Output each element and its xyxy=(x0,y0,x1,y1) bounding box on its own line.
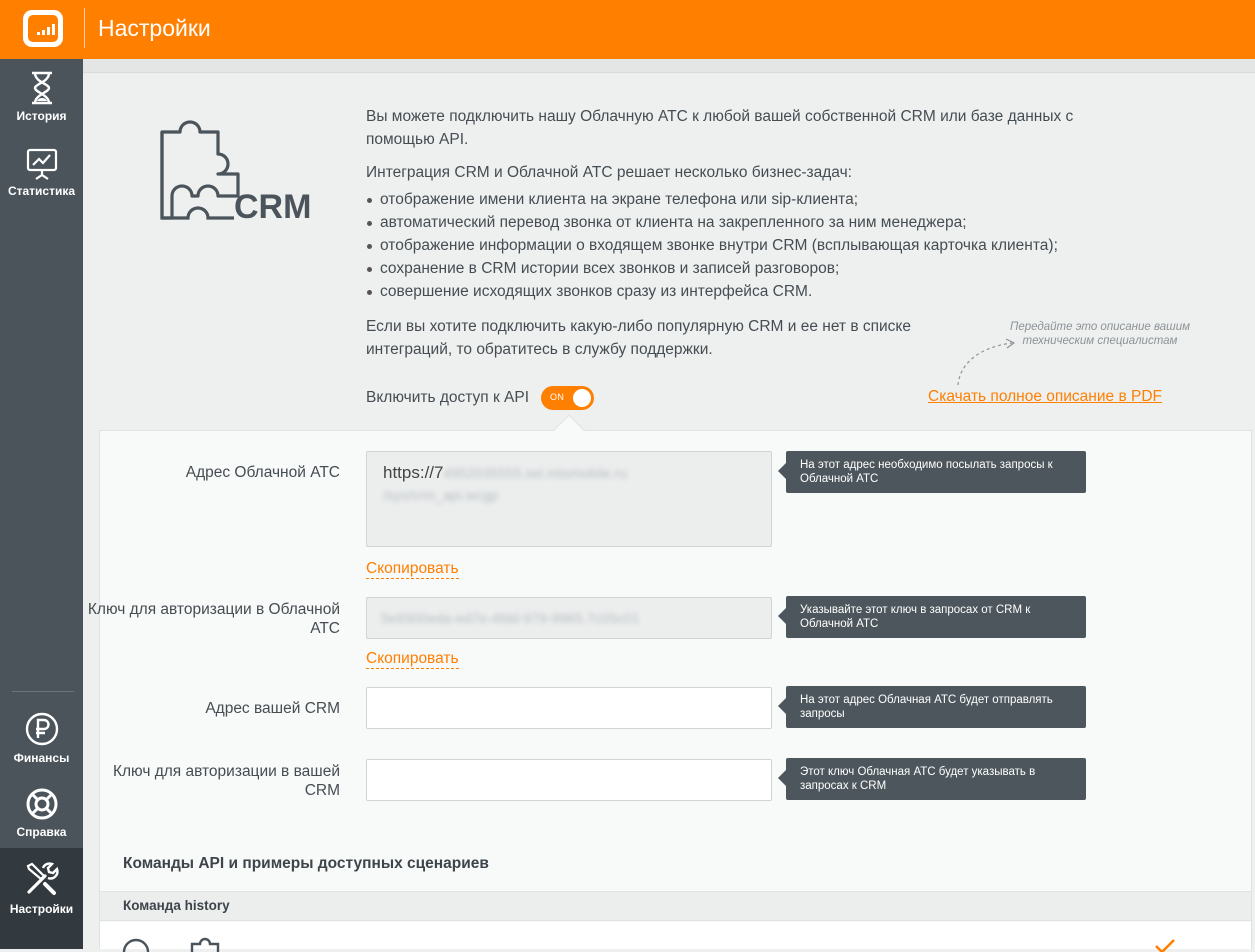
sidebar-item-history[interactable] xyxy=(0,71,83,123)
copy-pbx-key-button[interactable]: Скопировать xyxy=(366,650,459,667)
app-header xyxy=(0,0,1255,59)
puzzle-icon xyxy=(190,938,220,952)
api-access-toggle[interactable] xyxy=(541,386,594,410)
pbx-address-tooltip: На этот адрес необходимо посылать запросы к Облачной АТС xyxy=(786,451,1086,493)
sidebar xyxy=(0,59,83,949)
pbx-key-field[interactable] xyxy=(366,597,772,639)
pbx-key-label: Ключ для авторизации в Облачной АТС xyxy=(87,601,340,637)
crm-address-tooltip: На этот адрес Облачная АТС будет отправлять запросы xyxy=(786,686,1086,728)
crm-puzzle-icon xyxy=(158,110,312,230)
logo-inner xyxy=(28,15,58,42)
circle-icon xyxy=(122,940,150,952)
toggle-state-text: ON xyxy=(550,392,565,402)
curved-arrow-icon xyxy=(950,335,1020,387)
intro-paragraph-2: Интеграция CRM и Облачной АТС решает несколько бизнес-задач: xyxy=(366,164,852,181)
sidebar-item-label: Финансы xyxy=(13,751,70,765)
tools-icon xyxy=(23,860,61,898)
sidebar-item-label: История xyxy=(16,109,67,123)
list-item: автоматический перевод звонка от клиента на закрепленного за ним менеджера; xyxy=(366,211,1126,234)
list-item: совершение исходящих звонков сразу из интерфейса CRM. xyxy=(366,280,1126,303)
sidebar-item-help[interactable] xyxy=(0,787,83,839)
crm-key-input[interactable] xyxy=(366,759,772,801)
api-commands-title: Команды API и примеры доступных сценариев xyxy=(123,855,489,872)
list-item: сохранение в CRM истории всех звонков и записей разговоров; xyxy=(366,257,1126,280)
pbx-key-tooltip: Указывайте этот ключ в запросах от CRM к Облачной АТС xyxy=(786,596,1086,638)
pbx-address-field[interactable] xyxy=(366,451,772,547)
crm-address-input[interactable] xyxy=(366,687,772,729)
crm-key-label: Ключ для авторизации в вашей CRM xyxy=(112,763,340,799)
intro-paragraph-1: Вы можете подключить нашу Облачную АТС к любой вашей собственной CRM или базе данных с помощью API. xyxy=(366,108,1074,148)
pbx-key-value: 5e9300eda-ed7e-4fdd-979-9965.7c05c01 xyxy=(381,610,640,626)
app-logo[interactable] xyxy=(23,10,63,47)
intro-bullets xyxy=(366,188,1126,303)
pdf-hint-note: Передайте это описание вашим техническим специалистам xyxy=(1010,321,1190,347)
api-access-row xyxy=(366,386,594,410)
toggle-knob xyxy=(573,389,591,407)
pbx-address-value: https://74952035555.sel.mtsmobile.ru /sys/crm_api.wcgp xyxy=(383,463,628,503)
list-item: отображение информации о входящем звонке внутри CRM (всплывающая карточка клиента); xyxy=(366,234,1126,257)
download-pdf-link[interactable]: Скачать полное описание в PDF xyxy=(928,388,1162,405)
sidebar-item-settings[interactable] xyxy=(0,860,83,916)
command-header-band xyxy=(100,891,1251,921)
lifebuoy-icon xyxy=(25,787,59,821)
intro-paragraph-3: Если вы хотите подключить какую-либо популярную CRM и ее нет в списке интеграций, то обратитесь в службу поддержки. xyxy=(366,318,911,358)
pbx-address-label: Адрес Облачной АТС xyxy=(185,464,340,481)
sidebar-item-label: Справка xyxy=(16,825,67,839)
sidebar-item-finance[interactable] xyxy=(0,711,83,765)
command-row xyxy=(100,922,1251,949)
crm-key-tooltip: Этот ключ Облачная АТС будет указывать в запросах к CRM xyxy=(786,758,1086,800)
top-strip xyxy=(83,59,1255,73)
sidebar-separator xyxy=(12,691,74,692)
sidebar-item-label: Настройки xyxy=(9,902,74,916)
hourglass-icon xyxy=(29,71,55,105)
crm-address-label: Адрес вашей CRM xyxy=(205,700,340,717)
presentation-chart-icon xyxy=(25,148,59,180)
command-history-title[interactable]: Команда history xyxy=(123,898,230,913)
sidebar-item-statistics[interactable] xyxy=(0,148,83,198)
list-item: отображение имени клиента на экране телефона или sip-клиента; xyxy=(366,188,1126,211)
signal-bars-icon xyxy=(37,24,55,35)
checkmark-icon xyxy=(1154,940,1176,952)
copy-pbx-address-button[interactable]: Скопировать xyxy=(366,560,459,577)
header-divider xyxy=(84,8,85,48)
api-access-label: Включить доступ к API xyxy=(366,389,530,406)
crm-badge-text: CRM xyxy=(234,188,312,226)
sidebar-item-label: Статистика xyxy=(7,184,76,198)
ruble-icon xyxy=(24,711,60,747)
page-title: Настройки xyxy=(98,15,211,41)
